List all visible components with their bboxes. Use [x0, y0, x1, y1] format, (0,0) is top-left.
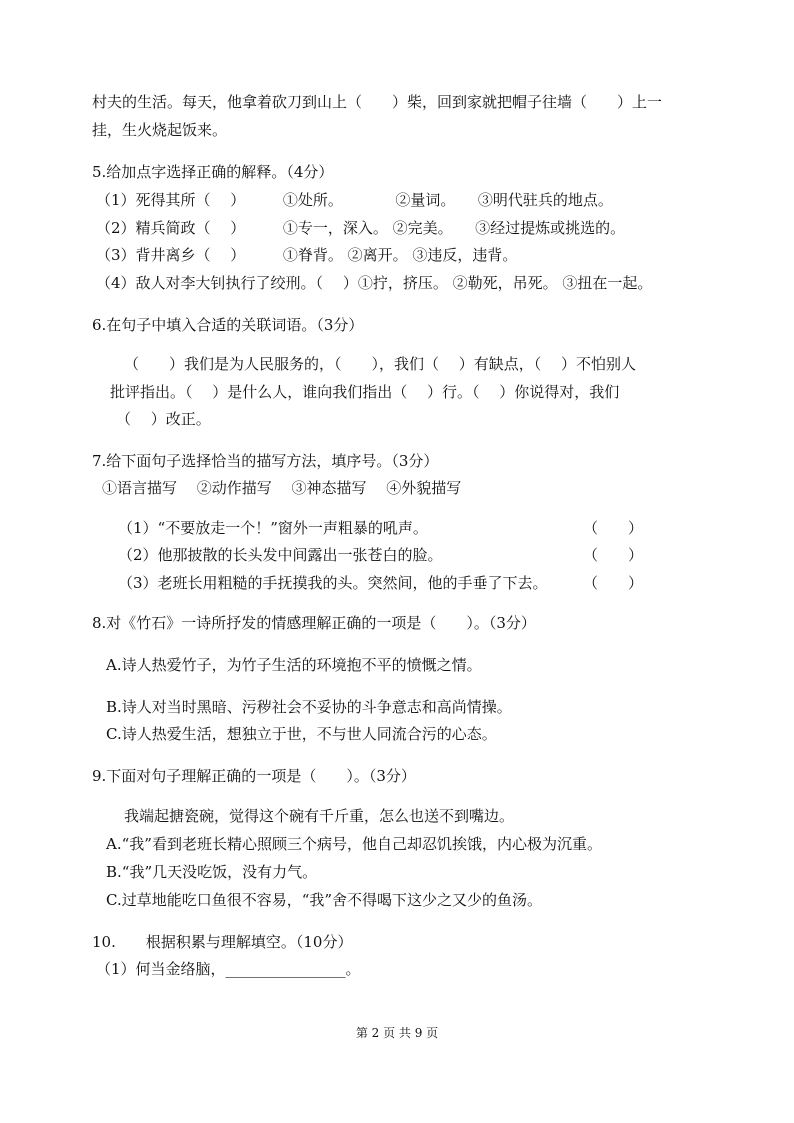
question-8-option-c: C.诗人热爱生活，想独立于世，不与世人同流合污的心态。	[106, 725, 497, 743]
question-7-blank-3: （ ）	[583, 574, 644, 592]
question-8-option-b: B.诗人对当时黑暗、污秽社会不妥协的斗争意志和高尚情操。	[106, 698, 512, 716]
question-5-item-1: （1）死得其所（ ） ①处所。 ②量词。 ③明代驻兵的地点。	[96, 191, 613, 209]
question-6-line-1: （ ）我们是为人民服务的，（ ），我们（ ）有缺点，（ ）不怕别人	[124, 355, 637, 373]
question-5-item-4: （4）敌人对李大钊执行了绞刑。（ ）①拧，挤压。 ②勒死，吊死。 ③扭在一起。	[96, 274, 653, 292]
intro-line-2: 挂，生火烧起饭来。	[92, 121, 228, 139]
question-7-item-2: （2）他那披散的长头发中间露出一张苍白的脸。	[118, 546, 443, 564]
question-6-line-3: （ ）改正。	[116, 410, 211, 428]
question-9-option-a: A.“我”看到老班长精心照顾三个病号，他自己却忍饥挨饿，内心极为沉重。	[106, 835, 602, 853]
question-10-title: 10. 根据积累与理解填空。（10分）	[92, 933, 353, 951]
question-10-item-1: （1）何当金络脑，________________。	[96, 960, 361, 978]
question-9-option-c: C.过草地能吃口鱼很不容易，“我”舍不得喝下这少之又少的鱼汤。	[106, 891, 543, 909]
question-7-blank-1: （ ）	[583, 519, 644, 537]
question-7-blank-2: （ ）	[583, 546, 644, 564]
question-5-item-2: （2）精兵简政（ ） ①专一，深入。 ②完美。 ③经过提炼或挑选的。	[96, 219, 626, 237]
question-9-sentence: 我端起搪瓷碗，觉得这个碗有千斤重，怎么也送不到嘴边。	[124, 807, 515, 825]
question-8-title: 8.对《竹石》一诗所抒发的情感理解正确的一项是（ ）。（3分）	[92, 614, 536, 632]
page-footer: 第 2 页 共 9 页	[355, 1026, 439, 1040]
question-8-option-a: A.诗人热爱竹子，为竹子生活的环境抱不平的愤慨之情。	[106, 656, 482, 674]
question-7-title: 7.给下面句子选择恰当的描写方法，填序号。（3分）	[92, 452, 439, 470]
question-6-title: 6.在句子中填入合适的关联词语。（3分）	[92, 316, 364, 334]
question-9-title: 9.下面对句子理解正确的一项是（ ）。（3分）	[92, 767, 416, 785]
question-9-option-b: B.“我”几天没吃饭，没有力气。	[106, 863, 318, 881]
question-7-options: ①语言描写 ②动作描写 ③神态描写 ④外貌描写	[102, 479, 462, 497]
question-5-item-3: （3）背井离乡（ ） ①脊背。 ②离开。 ③违反，违背。	[96, 246, 518, 264]
question-6-line-2: 批评指出。（ ）是什么人，谁向我们指出（ ）行。（ ）你说得对，我们	[110, 383, 620, 401]
question-5-title: 5.给加点字选择正确的解释。（4分）	[92, 163, 334, 181]
intro-line-1: 村夫的生活。每天，他拿着砍刀到山上（ ）柴，回到家就把帽子往墙（ ）上一	[92, 93, 663, 111]
question-7-item-1: （1）“不要放走一个！”窗外一声粗暴的吼声。	[118, 519, 428, 537]
question-7-item-3: （3）老班长用粗糙的手抚摸我的头。突然间，他的手垂了下去。	[118, 574, 548, 592]
